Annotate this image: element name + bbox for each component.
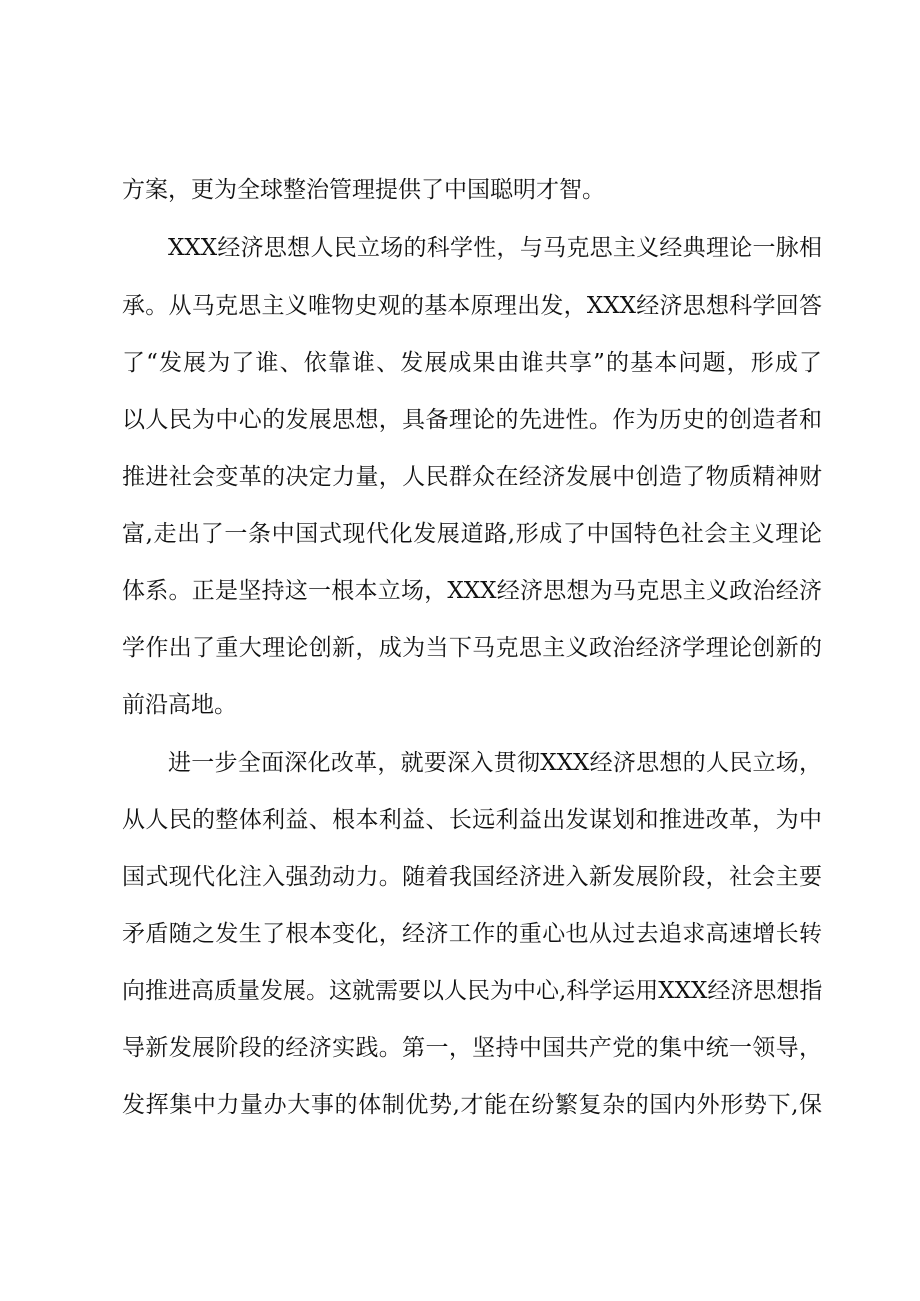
text-line: 学作出了重大理论创新，成为当下马克思主义政治经济学理论创新的 [122, 635, 822, 661]
text-line: 导新发展阶段的经济实践。第一，坚持中国共产党的集中统一领导， [122, 1035, 822, 1061]
text-line: 从人民的整体利益、根本利益、长远利益出发谋划和推进改革，为中 [122, 807, 822, 833]
text-line: 了“发展为了谁、依靠谁、发展成果由谁共享”的基本问题，形成了 [122, 350, 822, 376]
text-line: 前沿高地。 [122, 692, 237, 718]
text-line: 向推进高质量发展。这就需要以人民为中心,科学运用XXX经济思想指 [122, 978, 822, 1004]
text-line: 发挥集中力量办大事的体制优势,才能在纷繁复杂的国内外形势下,保 [122, 1092, 822, 1118]
text-line: 方案，更为全球整治管理提供了中国聪明才智。 [122, 177, 605, 203]
text-line: 进一步全面深化改革，就要深入贯彻XXX经济思想的人民立场， [168, 750, 822, 776]
text-line: 富,走出了一条中国式现代化发展道路,形成了中国特色社会主义理论 [122, 521, 822, 547]
text-line: 推进社会变革的决定力量，人民群众在经济发展中创造了物质精神财 [122, 464, 822, 490]
text-line: 体系。正是坚持这一根本立场，XXX经济思想为马克思主义政治经济 [122, 578, 822, 604]
text-line: 矛盾随之发生了根本变化，经济工作的重心也从过去追求高速增长转 [122, 921, 822, 947]
text-line: 国式现代化注入强劲动力。随着我国经济进入新发展阶段，社会主要 [122, 864, 822, 890]
text-line: 以人民为中心的发展思想，具备理论的先进性。作为历史的创造者和 [122, 407, 822, 433]
text-line: XXX经济思想人民立场的科学性，与马克思主义经典理论一脉相 [168, 235, 822, 261]
text-line: 承。从马克思主义唯物史观的基本原理出发，XXX经济思想科学回答 [122, 293, 822, 319]
